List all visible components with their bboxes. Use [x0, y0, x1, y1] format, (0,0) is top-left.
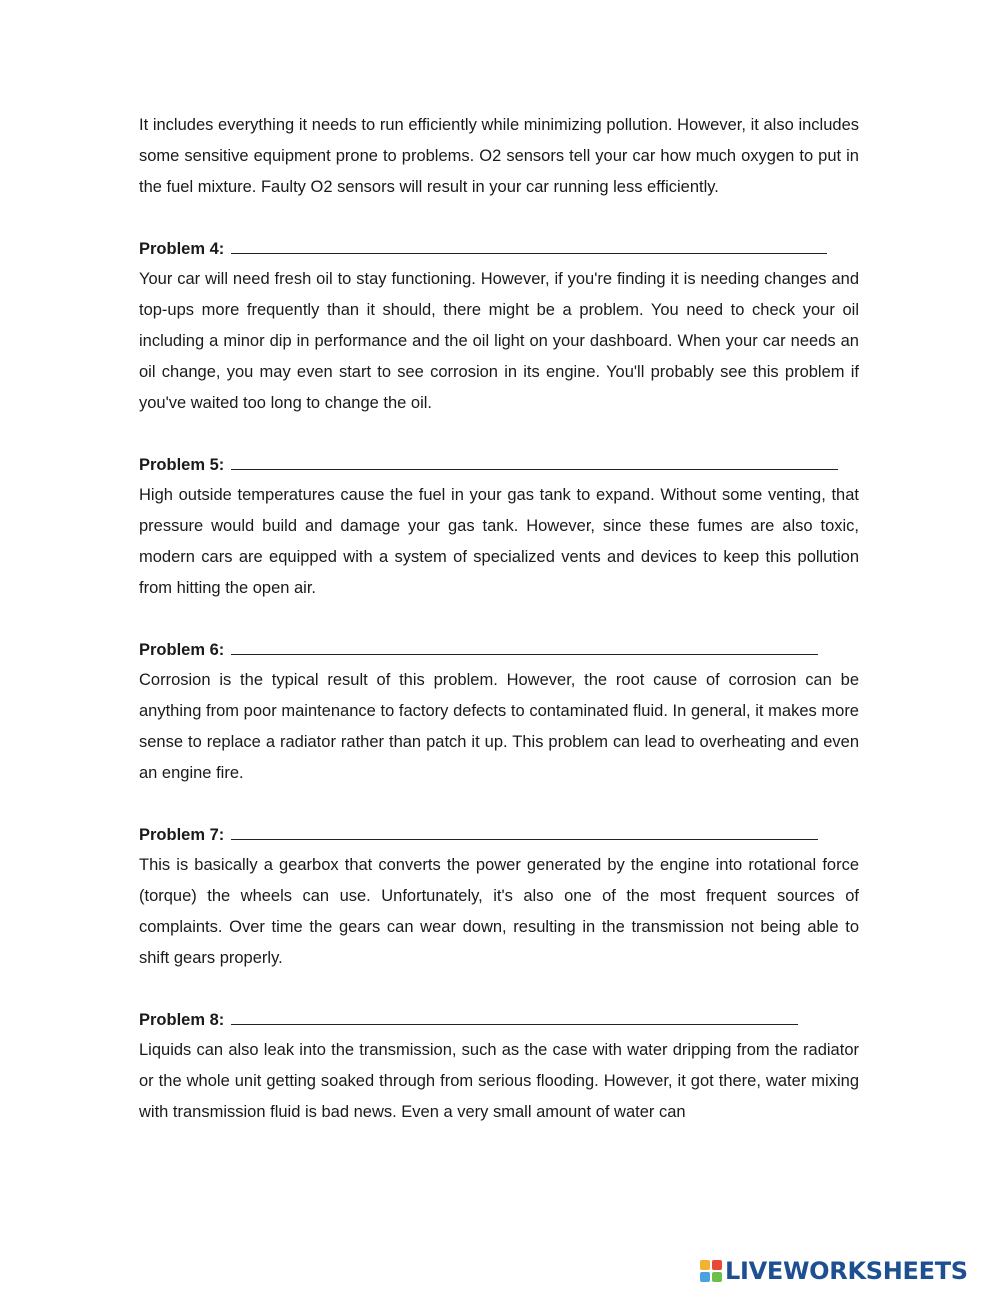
- problem-8-answer-blank[interactable]: [231, 1004, 798, 1025]
- logo-tile: [712, 1272, 722, 1282]
- logo-tile: [700, 1272, 710, 1282]
- intro-paragraph: It includes everything it needs to run efficiently while minimizing pollution. However, it also includes some sensitive equipment prone to problems. O2 sensors tell your car how much oxygen to put in the fuel mixture. Faulty O2 sensors will result in your car running less efficiently.: [139, 116, 859, 196]
- problem-5-answer-blank[interactable]: [231, 449, 838, 470]
- problem-8-section: [139, 1004, 859, 1128]
- problem-8-heading: [139, 1004, 859, 1035]
- worksheet-page: [139, 110, 859, 1128]
- problem-6-heading: [139, 634, 859, 665]
- problem-5-section: [139, 449, 859, 604]
- problem-4-description: Your car will need fresh oil to stay functioning. However, if you're finding it is needing changes and top-ups more frequently than it should, there might be a problem. You need to check your oil including a minor dip in performance and the oil light on your dashboard. When your car needs an oil change, you may even start to see corrosion in its engine. You'll probably see this problem if you've waited too long to change the oil.: [139, 270, 859, 412]
- problem-5-description: High outside temperatures cause the fuel in your gas tank to expand. Without some venting, that pressure would build and damage your gas tank. However, since these fumes are also toxic, modern cars are equipped with a system of specialized vents and devices to keep this pollution from hitting the open air.: [139, 486, 859, 597]
- problem-4-label: Problem 4:: [139, 240, 225, 258]
- problem-4-heading: [139, 233, 859, 264]
- problem-7-label: Problem 7:: [139, 826, 225, 844]
- problem-5-heading: [139, 449, 859, 480]
- problem-7-section: [139, 819, 859, 974]
- problem-6-label: Problem 6:: [139, 641, 225, 659]
- problem-8-label: Problem 8:: [139, 1011, 225, 1029]
- liveworksheets-logo: [700, 1257, 968, 1285]
- problem-8-description: Liquids can also leak into the transmission, such as the case with water dripping from the radiator or the whole unit getting soaked through from serious flooding. However, it got there, water mixing with transmission fluid is bad news. Even a very small amount of water can: [139, 1041, 859, 1121]
- liveworksheets-logo-icon: [700, 1260, 722, 1282]
- problem-6-description: Corrosion is the typical result of this problem. However, the root cause of corrosion can be anything from poor maintenance to factory defects to contaminated fluid. In general, it makes more sense to replace a radiator rather than patch it up. This problem can lead to overheating and even an engine fire.: [139, 671, 859, 782]
- logo-tile: [712, 1260, 722, 1270]
- problem-6-section: [139, 634, 859, 789]
- problem-5-label: Problem 5:: [139, 456, 225, 474]
- liveworksheets-wordmark: LIVEWORKSHEETS: [725, 1257, 968, 1285]
- problem-6-answer-blank[interactable]: [231, 634, 818, 655]
- problem-7-answer-blank[interactable]: [231, 819, 818, 840]
- logo-tile: [700, 1260, 710, 1270]
- problem-4-section: [139, 233, 859, 419]
- problem-7-description: This is basically a gearbox that converts the power generated by the engine into rotational force (torque) the wheels can use. Unfortunately, it's also one of the most frequent sources of complaints. Over time the gears can wear down, resulting in the transmission not being able to shift gears properly.: [139, 856, 859, 967]
- problem-4-answer-blank[interactable]: [231, 233, 827, 254]
- problem-7-heading: [139, 819, 859, 850]
